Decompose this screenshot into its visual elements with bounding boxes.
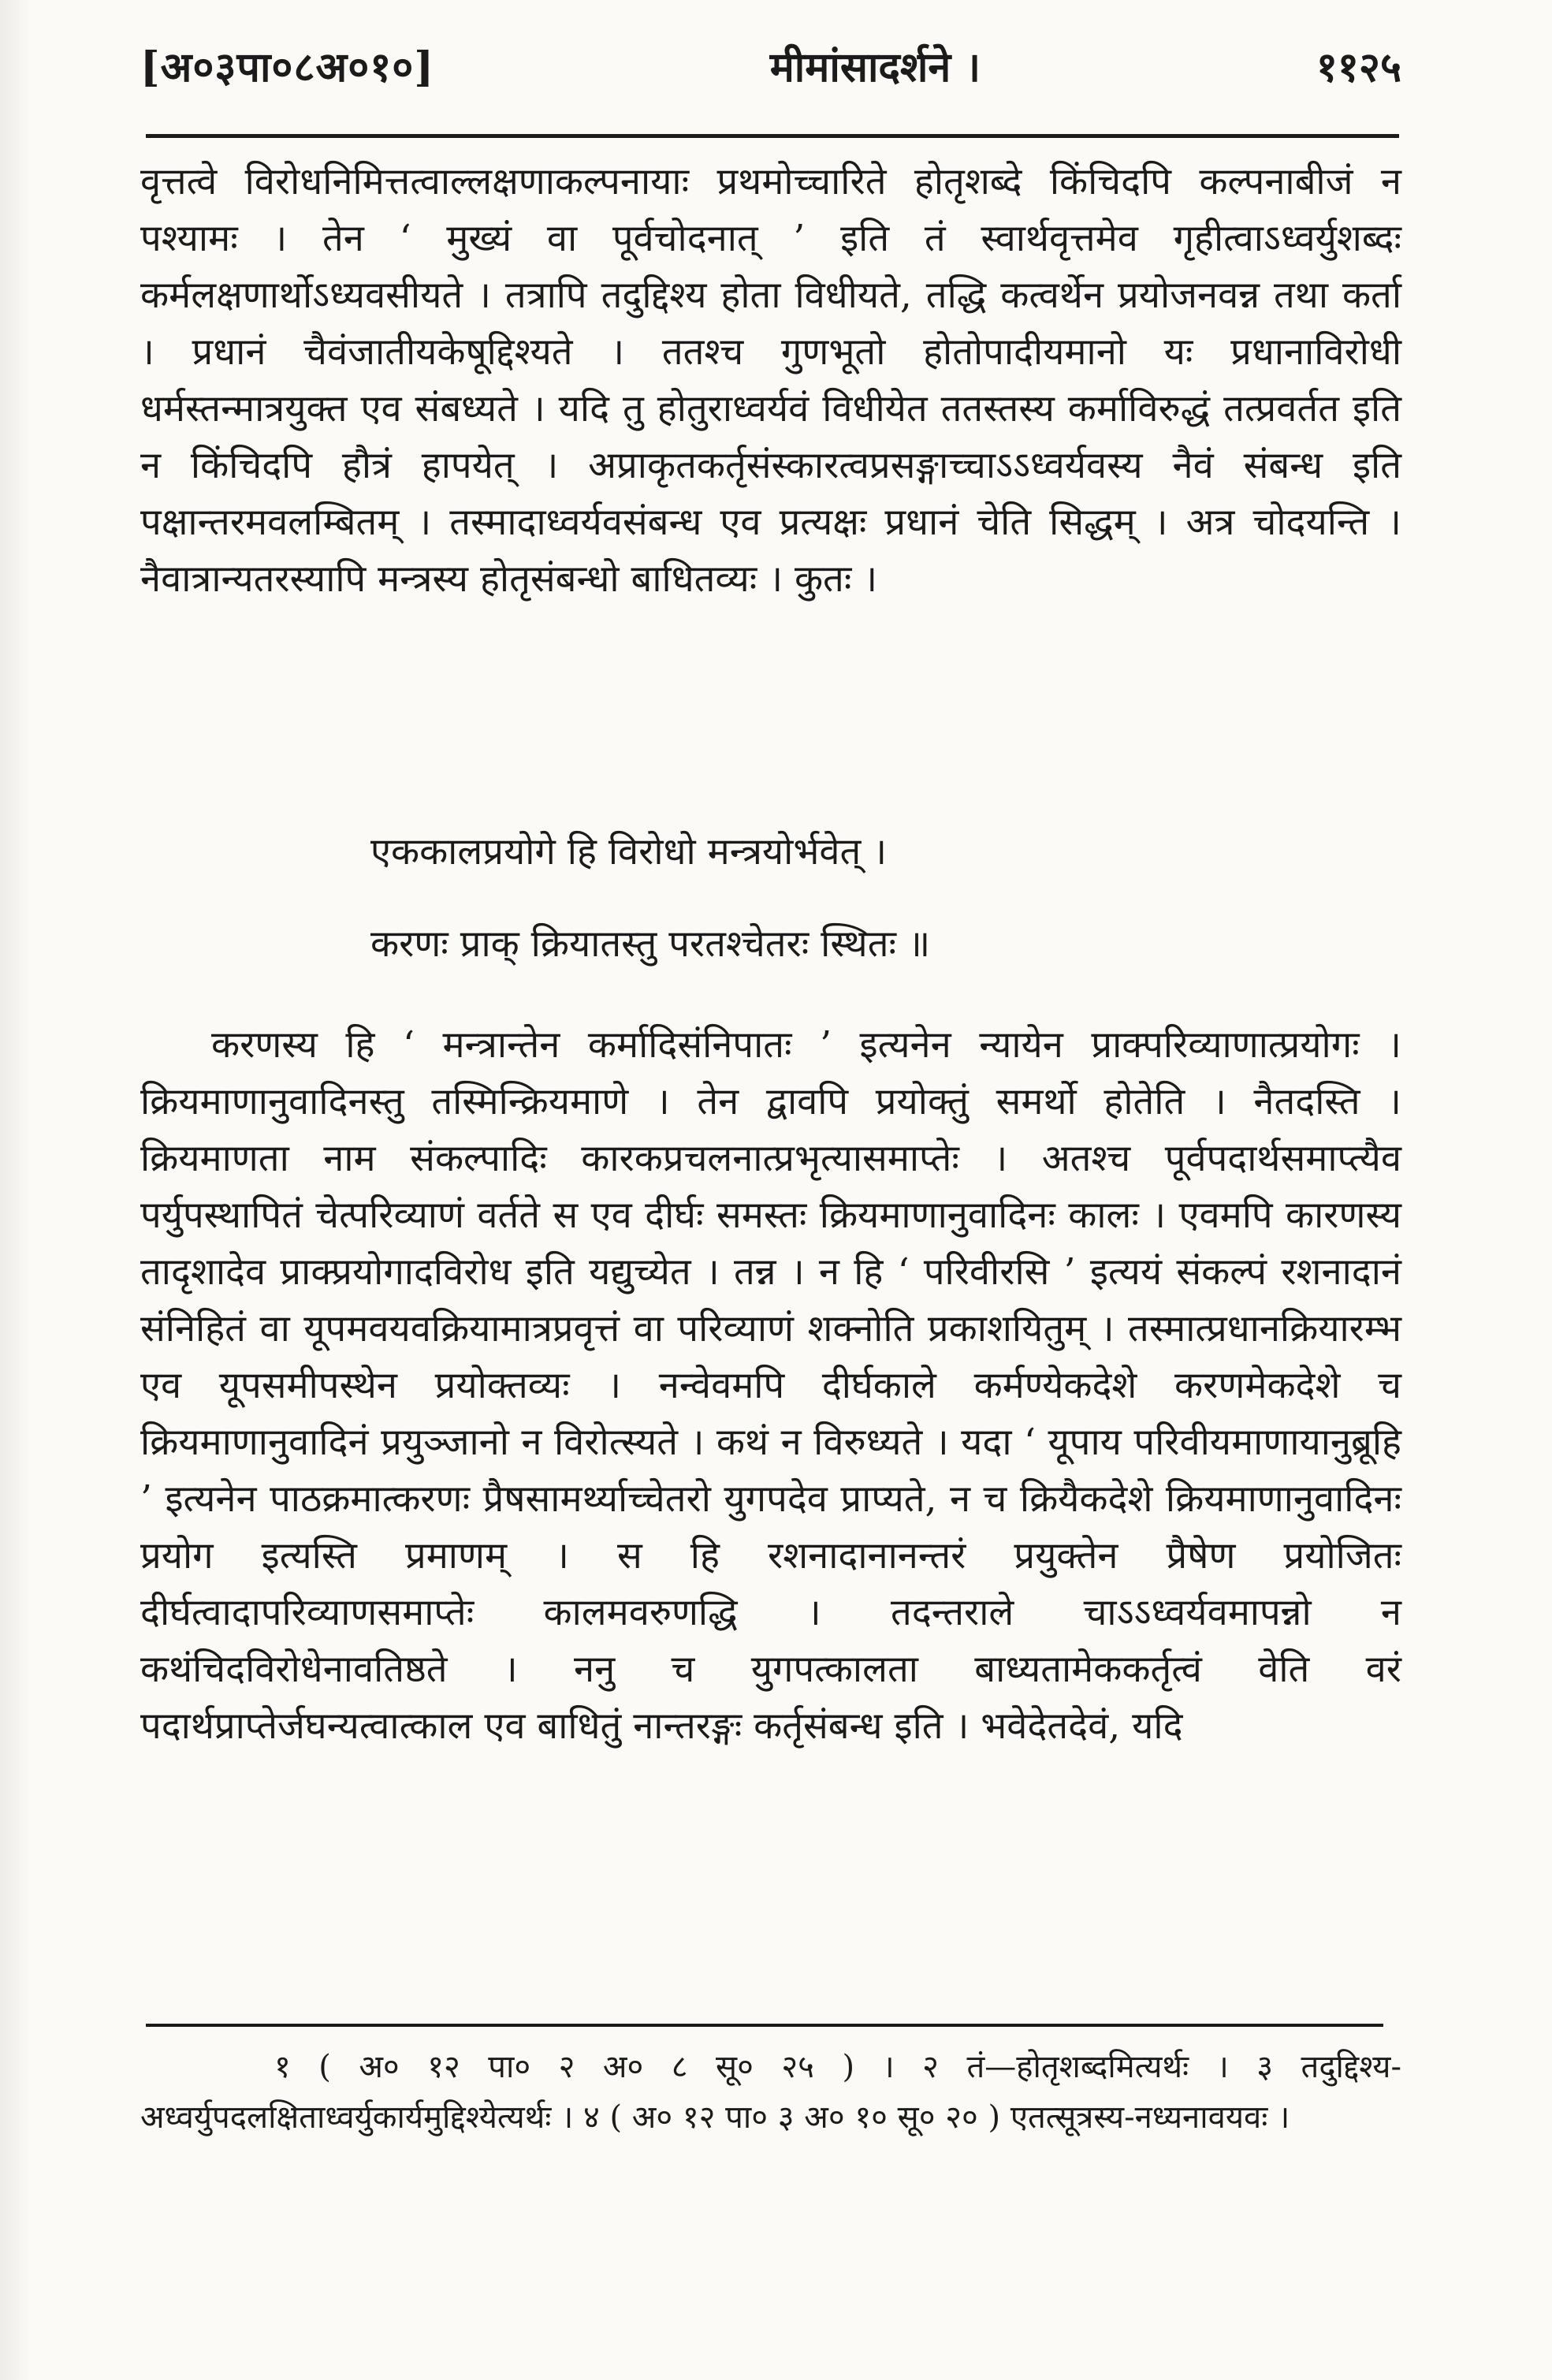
verse-line-2: करणः प्राक् क्रियातस्तु परतश्चेतरः स्थितः ॥ bbox=[370, 922, 931, 966]
header-rule bbox=[146, 134, 1399, 138]
page-number: ११२५ bbox=[1316, 43, 1401, 91]
commentary-paragraph: वृत्तत्वे विरोधनिमित्तत्वाल्लक्षणाकल्पनायाः प्रथमोच्चारिते होतृशब्दे किंचिदपि कल्पनाबीजं न पश्यामः । तेन ‘ मुख्यं वा पूर्वचोदनात् ’ इति तं स्वार्थवृत्तमेव गृहीत्वाऽध्वर्युशब्दः कर्मलक्षणार्थोऽध्यवसीयते । तत्रापि तदुद्दिश्य होता विधीयते, तद्धि कत्वर्थेन प्रयोजनवन्न तथा कर्ता । प्रधानं चैवंजातीयकेषूद्दिश्यते । ततश्च गुणभूतो होतोपादीयमानो यः प्रधानाविरोधी धर्मस्तन्मात्रयुक्त एव संबध्यते । यदि तु होतुराध्वर्यवं विधीयेत ततस्तस्य कर्माविरुद्धं तत्प्रवर्तत इति न किंचिदपि हौत्रं हापयेत् । अप्राकृतकर्तृसंस्कारत्वप्रसङ्गाच्चाऽऽध्वर्यवस्य नैवं संबन्ध इति पक्षान्तरमवलम्बितम् । तस्मादाध्वर्यवसंबन्ध एव प्रत्यक्षः प्रधानं चेति सिद्धम् । अत्र चोदयन्ति । नैवात्रान्यतरस्यापि मन्त्रस्य होतृसंबन्धो बाधितव्यः । कुतः । bbox=[140, 160, 1401, 601]
page-header bbox=[140, 22, 1401, 109]
footnote-rule bbox=[146, 2024, 1383, 2027]
section-reference: [अ०३पा०८अ०१०] bbox=[140, 43, 434, 91]
verse-line-1: एककालप्रयोगे हि विरोधो मन्त्रयोर्भवेत् । bbox=[370, 830, 888, 873]
running-title: मीमांसादर्शने । bbox=[769, 43, 981, 91]
commentary-block-1 bbox=[140, 154, 1401, 608]
footnotes bbox=[140, 2042, 1401, 2143]
scan-edge-shadow bbox=[0, 0, 32, 2380]
commentary-paragraph: करणस्य हि ‘ मन्त्रान्तेन कर्मादिसंनिपातः ’ इत्यनेन न्यायेन प्राक्परिव्याणात्प्रयोगः । क्रियमाणानुवादिनस्तु तस्मिन्क्रियमाणे । तेन द्वावपि प्रयोक्तुं समर्थो होतेति । नैतदस्ति । क्रियमाणता नाम संकल्पादिः कारकप्रचलनात्प्रभृत्यासमाप्तेः । अतश्च पूर्वपदार्थसमाप्त्यैव पर्युपस्थापितं चेत्परिव्याणं वर्तते स एव दीर्घः समस्तः क्रियमाणानुवादिनः कालः । एवमपि कारणस्य तादृशादेव प्राक्प्रयोगादविरोध इति यद्युच्येत । तन्न । न हि ‘ परिवीरसि ’ इत्ययं संकल्पं रशनादानं संनिहितं वा यूपमवयवक्रियामात्रप्रवृत्तं वा परिव्याणं शक्नोति प्रकाशयितुम् । तस्मात्प्रधानक्रियारम्भ एव यूपसमीपस्थेन प्रयोक्तव्यः । नन्वेवमपि दीर्घकाले कर्मण्येकदेशे करणमेकदेशे च क्रियमाणानुवादिनं प्रयुञ्जानो न विरोत्स्यते । कथं न विरुध्यते । यदा ‘ यूपाय परिवीयमाणायानुब्रूहि ’ इत्यनेन पाठक्रमात्करणः प्रैषसामर्थ्याच्चेतरो युगपदेव प्राप्यते, न च क्रियैकदेशे क्रियमाणानुवादिनः प्रयोग इत्यस्ति प्रमाणम् । स हि रशनादानानन्तरं प्रयुक्तेन प्रैषेण प्रयोजितः दीर्घत्वादापरिव्याणसमाप्तेः कालमवरुणद्धि । तदन्तराले चाऽऽध्वर्यवमापन्नो न कथंचिदविरोधेनावतिष्ठते । ननु च युगपत्कालता बाध्यतामेककर्तृत्वं वेति वरं पदार्थप्राप्तेर्जघन्यत्वात्काल एव बाधितुं नान्तरङ्गः कर्तृसंबन्ध इति । भवेदेतदेवं, यदि bbox=[140, 1023, 1401, 1748]
footnote-text: १ ( अ० १२ पा० २ अ० ८ सू० २५ ) । २ तं—होतृशब्दमित्यर्थः । ३ तदुद्दिश्य-अध्वर्युपदलक्षिताध्वर्युकार्यमुद्दिश्येत्यर्थः । ४ ( अ० १२ पा० ३ अ० १० सू० २० ) एतत्सूत्रस्य-नध्यनावयवः । bbox=[140, 2049, 1401, 2136]
commentary-block-2 bbox=[140, 1017, 1401, 1755]
